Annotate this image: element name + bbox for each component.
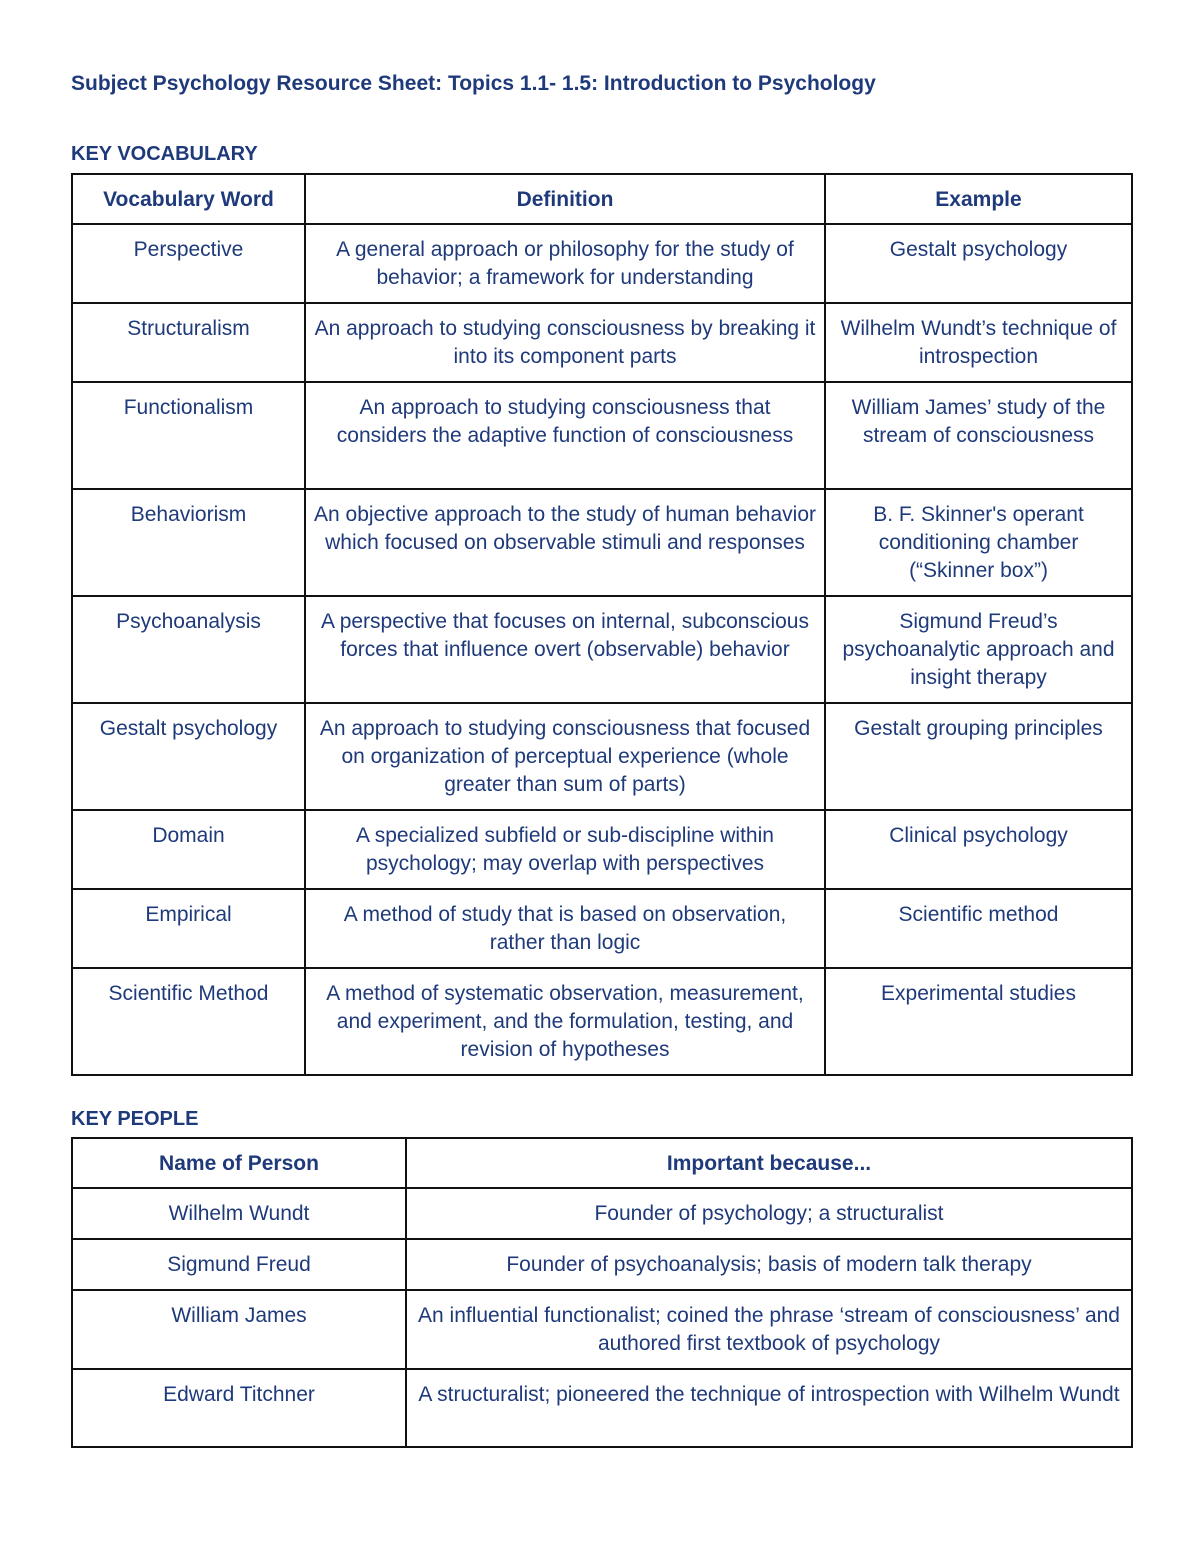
vocabulary-definition: An objective approach to the study of human behavior which focused on observable stimuli and responses	[305, 489, 825, 596]
person-name: Sigmund Freud	[72, 1239, 406, 1290]
vocabulary-word: Structuralism	[72, 303, 305, 382]
person-importance: A structuralist; pioneered the technique of introspection with Wilhelm Wundt	[406, 1369, 1132, 1447]
vocabulary-definition: An approach to studying consciousness that focused on organization of perceptual experience (whole greater than sum of parts)	[305, 703, 825, 810]
vocabulary-word: Perspective	[72, 224, 305, 303]
person-name: William James	[72, 1290, 406, 1369]
vocabulary-definition: A method of systematic observation, measurement, and experiment, and the formulation, testing, and revision of hypotheses	[305, 968, 825, 1075]
person-importance: An influential functionalist; coined the phrase ‘stream of consciousness’ and authored first textbook of psychology	[406, 1290, 1132, 1369]
vocabulary-example: Experimental studies	[825, 968, 1132, 1075]
vocabulary-table	[71, 173, 1133, 1076]
vocabulary-definition: A method of study that is based on observation, rather than logic	[305, 889, 825, 968]
vocabulary-example: Gestalt psychology	[825, 224, 1132, 303]
person-importance: Founder of psychoanalysis; basis of modern talk therapy	[406, 1239, 1132, 1290]
vocabulary-word: Functionalism	[72, 382, 305, 489]
column-header-definition: Definition	[305, 174, 825, 224]
column-header-example: Example	[825, 174, 1132, 224]
table-row	[72, 596, 1132, 703]
vocabulary-word: Scientific Method	[72, 968, 305, 1075]
table-row	[72, 703, 1132, 810]
vocabulary-example: Scientific method	[825, 889, 1132, 968]
table-row	[72, 224, 1132, 303]
column-header-name-of-person: Name of Person	[72, 1138, 406, 1188]
vocabulary-header-row	[72, 174, 1132, 224]
vocabulary-example: Clinical psychology	[825, 810, 1132, 889]
table-row	[72, 1188, 1132, 1239]
table-row	[72, 382, 1132, 489]
page-title: Subject Psychology Resource Sheet: Topics 1.1- 1.5: Introduction to Psychology	[71, 72, 876, 95]
vocabulary-definition: An approach to studying consciousness that considers the adaptive function of consciousness	[305, 382, 825, 489]
table-row	[72, 968, 1132, 1075]
table-row	[72, 810, 1132, 889]
table-row	[72, 1239, 1132, 1290]
column-header-important-because: Important because...	[406, 1138, 1132, 1188]
key-vocabulary-heading: KEY VOCABULARY	[71, 143, 258, 165]
vocabulary-definition: A perspective that focuses on internal, subconscious forces that influence overt (observable) behavior	[305, 596, 825, 703]
vocabulary-example: B. F. Skinner's operant conditioning chamber (“Skinner box”)	[825, 489, 1132, 596]
table-row	[72, 1369, 1132, 1447]
table-row	[72, 1290, 1132, 1369]
table-row	[72, 303, 1132, 382]
person-name: Wilhelm Wundt	[72, 1188, 406, 1239]
table-row	[72, 489, 1132, 596]
vocabulary-example: Gestalt grouping principles	[825, 703, 1132, 810]
vocabulary-word: Empirical	[72, 889, 305, 968]
people-table	[71, 1137, 1133, 1448]
vocabulary-word: Behaviorism	[72, 489, 305, 596]
table-row	[72, 889, 1132, 968]
key-people-heading: KEY PEOPLE	[71, 1108, 199, 1130]
vocabulary-example: Sigmund Freud’s psychoanalytic approach and insight therapy	[825, 596, 1132, 703]
vocabulary-definition: A specialized subfield or sub-discipline within psychology; may overlap with perspectives	[305, 810, 825, 889]
column-header-vocabulary-word: Vocabulary Word	[72, 174, 305, 224]
person-importance: Founder of psychology; a structuralist	[406, 1188, 1132, 1239]
vocabulary-definition: An approach to studying consciousness by breaking it into its component parts	[305, 303, 825, 382]
vocabulary-word: Gestalt psychology	[72, 703, 305, 810]
vocabulary-word: Psychoanalysis	[72, 596, 305, 703]
vocabulary-example: William James’ study of the stream of consciousness	[825, 382, 1132, 489]
people-header-row	[72, 1138, 1132, 1188]
vocabulary-word: Domain	[72, 810, 305, 889]
vocabulary-definition: A general approach or philosophy for the study of behavior; a framework for understanding	[305, 224, 825, 303]
person-name: Edward Titchner	[72, 1369, 406, 1447]
vocabulary-example: Wilhelm Wundt’s technique of introspection	[825, 303, 1132, 382]
